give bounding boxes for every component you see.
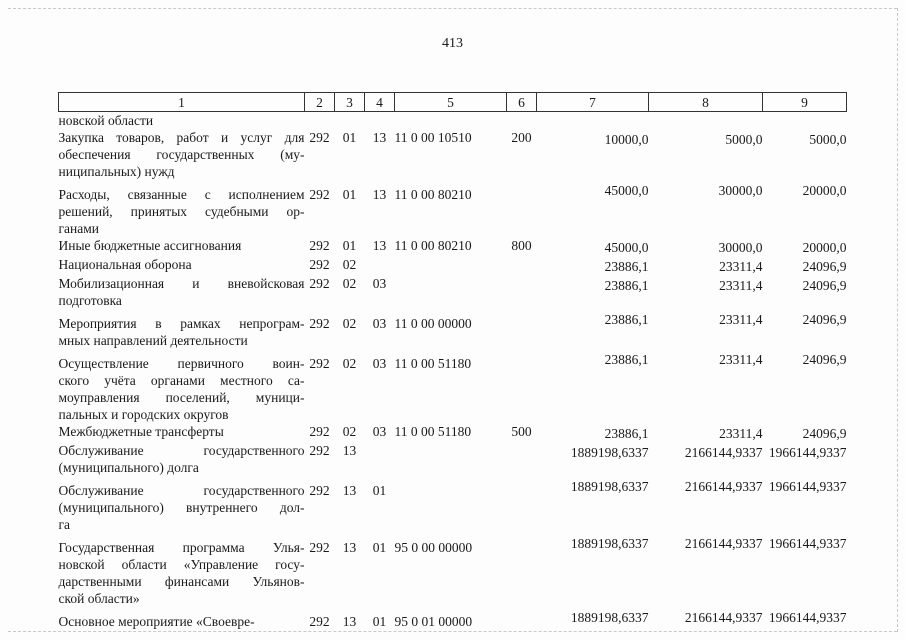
column-header-7: 7 [537, 93, 649, 112]
description-line: моуправления поселений, муници- [58, 390, 305, 405]
code-section: 13 [342, 443, 357, 458]
table-row [59, 442, 847, 476]
code-subsection: 01 [372, 483, 387, 498]
code-gr: 292 [309, 443, 330, 458]
code-gr: 292 [309, 187, 330, 202]
description-line: (муниципального) внутреннего дол- [58, 500, 305, 515]
scan-border-bottom [8, 631, 897, 632]
amount-col-8: 23311,4 [719, 278, 763, 293]
amount-col-7: 23886,1 [604, 278, 649, 293]
description-line: пальных и городских округов [58, 407, 229, 422]
description-line: решений, принятых судебными ор- [58, 204, 305, 219]
column-header-2: 2 [305, 93, 335, 112]
column-header-8: 8 [649, 93, 763, 112]
code-expense-type [507, 112, 537, 130]
amount-col-7: 23886,1 [604, 352, 649, 367]
amount-col-8: 2166144,9337 [684, 479, 763, 494]
code-expense-type: 500 [511, 424, 532, 439]
row-description [59, 607, 305, 630]
description-line: Мобилизационная и вневойсковая [58, 276, 305, 291]
code-gr: 292 [309, 356, 330, 371]
code-target-article: 95 0 01 00000 [394, 614, 473, 629]
code-gr: 292 [309, 540, 330, 555]
table-row [59, 275, 847, 309]
amount-col-9: 24096,9 [802, 259, 847, 274]
column-header-5: 5 [395, 93, 507, 112]
code-section: 13 [342, 483, 357, 498]
amount-col-9: 20000,0 [802, 240, 847, 255]
amount-col-7 [537, 112, 649, 130]
description-line: Межбюджетные трансферты [58, 424, 224, 439]
code-gr [305, 112, 335, 130]
table-row [59, 180, 847, 237]
description-line: га [58, 517, 71, 532]
column-header-6: 6 [507, 93, 537, 112]
code-section: 02 [342, 276, 357, 291]
code-section: 02 [342, 257, 357, 272]
code-subsection: 13 [372, 238, 387, 253]
amount-col-8: 5000,0 [725, 132, 763, 147]
code-section: 01 [342, 187, 357, 202]
description-line: ганами [58, 221, 100, 236]
description-line: Закупка товаров, работ и услуг для [58, 130, 305, 145]
amount-col-8 [649, 112, 763, 130]
table-row [59, 237, 847, 256]
amount-col-9: 24096,9 [802, 278, 847, 293]
row-description [59, 129, 305, 180]
column-header-4: 4 [365, 93, 395, 112]
code-target-article: 11 0 00 00000 [394, 316, 472, 331]
table-row [59, 607, 847, 630]
amount-col-7: 23886,1 [604, 259, 649, 274]
description-line: новской области [58, 113, 154, 128]
description-line: ского учёта органами местного са- [58, 373, 305, 388]
description-line: Обслуживание государственного [58, 483, 305, 498]
amount-col-9: 24096,9 [802, 352, 847, 367]
column-header-1: 1 [59, 93, 305, 112]
amount-col-8: 2166144,9337 [684, 610, 763, 625]
code-section [335, 112, 365, 130]
code-section: 13 [342, 614, 357, 629]
row-description [59, 309, 305, 349]
code-gr: 292 [309, 483, 330, 498]
code-section: 01 [342, 130, 357, 145]
code-section: 13 [342, 540, 357, 555]
amount-col-9: 1966144,9337 [768, 479, 847, 494]
code-subsection: 03 [372, 276, 387, 291]
amount-col-7: 1889198,6337 [570, 479, 649, 494]
amount-col-8: 30000,0 [718, 240, 763, 255]
code-expense-type: 200 [511, 130, 532, 145]
amount-col-7: 45000,0 [604, 183, 649, 198]
code-target-article: 11 0 00 80210 [394, 187, 472, 202]
code-subsection: 03 [372, 356, 387, 371]
code-target-article: 11 0 00 51180 [394, 356, 472, 371]
code-expense-type [507, 180, 537, 237]
code-target-article: 95 0 00 00000 [394, 540, 473, 555]
table-row [59, 533, 847, 607]
amount-col-8: 2166144,9337 [684, 536, 763, 551]
code-target-article: 11 0 00 10510 [394, 130, 472, 145]
code-expense-type [507, 349, 537, 423]
code-subsection: 03 [372, 316, 387, 331]
code-expense-type [507, 309, 537, 349]
amount-col-9: 24096,9 [802, 312, 847, 327]
code-gr: 292 [309, 424, 330, 439]
row-description [59, 349, 305, 423]
amount-col-9: 1966144,9337 [768, 536, 847, 551]
table-row [59, 423, 847, 442]
amount-col-9 [763, 112, 847, 130]
code-section: 02 [342, 356, 357, 371]
column-header-9: 9 [763, 93, 847, 112]
amount-col-8: 23311,4 [719, 259, 763, 274]
description-line: ниципальных) нужд [58, 164, 175, 179]
code-expense-type [507, 607, 537, 630]
code-gr: 292 [309, 130, 330, 145]
amount-col-9: 24096,9 [802, 426, 847, 441]
description-line: Осуществление первичного воин- [58, 356, 305, 371]
code-subsection [365, 112, 395, 130]
table-row [59, 309, 847, 349]
description-line: новской области «Управление госу- [58, 557, 305, 572]
amount-col-8: 2166144,9337 [684, 445, 763, 460]
amount-col-7: 1889198,6337 [570, 536, 649, 551]
scan-border-right [897, 8, 898, 632]
code-expense-type [507, 275, 537, 309]
code-expense-type [507, 533, 537, 607]
row-description [59, 442, 305, 476]
description-line: Обслуживание государственного [58, 443, 305, 458]
code-target-article: 11 0 00 80210 [394, 238, 472, 253]
amount-col-9: 20000,0 [802, 183, 847, 198]
amount-col-8: 23311,4 [719, 426, 763, 441]
amount-col-7: 1889198,6337 [570, 610, 649, 625]
code-target-article [395, 112, 507, 130]
row-description [59, 476, 305, 533]
row-description [59, 237, 305, 256]
row-description [59, 533, 305, 607]
code-section: 02 [342, 316, 357, 331]
row-description [59, 275, 305, 309]
code-expense-type [507, 256, 537, 275]
table-row [59, 129, 847, 180]
row-description [59, 256, 305, 275]
description-line: (муниципального) долга [58, 460, 199, 475]
code-subsection: 13 [372, 130, 387, 145]
row-description [59, 112, 305, 130]
amount-col-8: 23311,4 [719, 312, 763, 327]
table-row [59, 349, 847, 423]
scan-border-top [8, 8, 897, 9]
amount-col-8: 23311,4 [719, 352, 763, 367]
table-row [59, 256, 847, 275]
description-line: Государственная программа Улья- [58, 540, 305, 555]
code-section: 02 [342, 424, 357, 439]
description-line: Основное мероприятие «Своевре- [58, 614, 255, 629]
code-subsection [365, 256, 395, 275]
code-section: 01 [342, 238, 357, 253]
description-line: обеспечения государственных (му- [58, 147, 305, 162]
description-line: Иные бюджетные ассигнования [58, 238, 242, 253]
budget-table [58, 92, 847, 630]
code-gr: 292 [309, 614, 330, 629]
description-line: ской области» [58, 591, 140, 606]
page-number: 413 [442, 36, 463, 51]
code-expense-type [507, 442, 537, 476]
code-expense-type [507, 476, 537, 533]
row-description [59, 423, 305, 442]
description-line: дарственными финансами Ульянов- [58, 574, 305, 589]
amount-col-8: 30000,0 [718, 183, 763, 198]
code-gr: 292 [309, 238, 330, 253]
code-target-article [395, 275, 507, 309]
description-line: подготовка [58, 293, 122, 308]
description-line: Национальная оборона [58, 257, 192, 272]
description-line: Расходы, связанные с исполнением [58, 187, 305, 202]
amount-col-7: 23886,1 [604, 426, 649, 441]
row-description [59, 180, 305, 237]
table-body [59, 112, 847, 631]
amount-col-9: 1966144,9337 [768, 610, 847, 625]
code-subsection: 03 [372, 424, 387, 439]
code-target-article: 11 0 00 51180 [394, 424, 472, 439]
code-subsection: 01 [372, 614, 387, 629]
amount-col-7: 1889198,6337 [570, 445, 649, 460]
code-gr: 292 [309, 316, 330, 331]
code-subsection [365, 442, 395, 476]
amount-col-7: 45000,0 [604, 240, 649, 255]
table-row [59, 112, 847, 130]
code-subsection: 01 [372, 540, 387, 555]
code-subsection: 13 [372, 187, 387, 202]
description-line: мных направлений деятельности [58, 333, 248, 348]
header-row [59, 93, 847, 112]
code-target-article [395, 476, 507, 533]
amount-col-7: 10000,0 [604, 132, 649, 147]
column-header-3: 3 [335, 93, 365, 112]
amount-col-9: 1966144,9337 [768, 445, 847, 460]
amount-col-7: 23886,1 [604, 312, 649, 327]
description-line: Мероприятия в рамках непрограм- [58, 316, 305, 331]
code-gr: 292 [309, 257, 330, 272]
code-target-article [395, 256, 507, 275]
amount-col-9: 5000,0 [809, 132, 847, 147]
code-expense-type: 800 [511, 238, 532, 253]
code-gr: 292 [309, 276, 330, 291]
code-target-article [395, 442, 507, 476]
table-row [59, 476, 847, 533]
